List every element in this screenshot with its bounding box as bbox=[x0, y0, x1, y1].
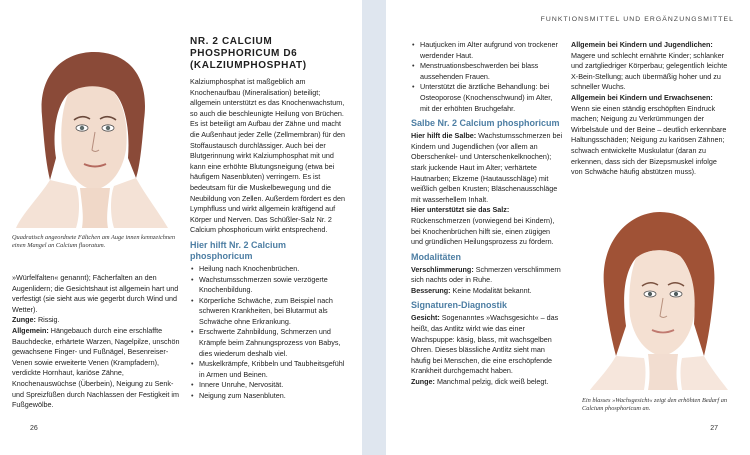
tongue-label: Zunge: bbox=[12, 315, 36, 325]
page-title: NR. 2 CALCIUM PHOSPHORICUM D6 (KALZIUMPHOSPHAT) bbox=[190, 36, 307, 71]
salve-help-line bbox=[411, 131, 563, 205]
salt-support-line bbox=[411, 205, 563, 247]
list-item: • Muskelkrämpfe, Kribbeln und Taubheitsgefühl in Armen und Beinen. bbox=[190, 359, 350, 380]
tongue-label-right: Zunge: bbox=[411, 377, 435, 387]
general-label: Allgemein: bbox=[12, 325, 49, 335]
caption-right: Ein blasses »Wachsgesicht« zeigt den erhöhten Bedarf an Calcium phosphoricum an. bbox=[582, 397, 727, 413]
list-item: • Körperliche Schwäche, zum Beispiel nach schweren Krankheiten, bei Blutarmut als Schwäche ohne Erkrankung. bbox=[190, 296, 350, 328]
book-gutter bbox=[362, 0, 386, 455]
list-item: • Heilung nach Knochenbrüchen. bbox=[190, 264, 350, 275]
face-line bbox=[411, 313, 563, 377]
general-line bbox=[12, 326, 182, 411]
face-label: Gesicht: bbox=[411, 313, 440, 323]
page-number-right: 27 bbox=[710, 425, 718, 432]
kids-label: Allgemein bei Kindern und Jugendlichen: bbox=[571, 40, 713, 49]
page-number-left: 26 bbox=[30, 425, 38, 432]
intro-paragraph: Kalziumphosphat ist maßgeblich am Knochenaufbau (Mineralisation) beteiligt; allgemein unterstützt es das Knochenwachstum, so auch die beschleunigte Heilung von Brüchen. Es ist beteiligt am Aufbau der Zähne und macht die Außenhaut jeder Zelle (Zellmembran) für den Stoffaustausch durchlässiger. Auch bei der Blutgerinnung wirkt Kalziumphosphat mit und kann eine erhöhte Blutungsneigung (etwa bei häufigem Nasenbluten) verringern. Es ist bedeutsam für die Muskelbewegung und die Neubildung von Zellen. Außerdem fördert es den Lymphfluss und wirkt allgemein kräftigend auf Körper und Nerven. Das Schüßler-Salz Nr. 2 Calcium phosphoricum wirkt entsprechend. bbox=[190, 77, 346, 235]
better-line bbox=[411, 286, 563, 297]
right-first-column bbox=[411, 40, 563, 388]
left-page bbox=[0, 0, 362, 455]
portrait-illustration-right bbox=[586, 206, 732, 390]
list-item: • Hautjucken im Alter aufgrund von trockener werdender Haut. bbox=[411, 40, 563, 61]
adults-label: Allgemein bei Kindern und Erwachsenen: bbox=[571, 92, 713, 102]
portrait-illustration-left bbox=[10, 46, 174, 228]
worse-line bbox=[411, 265, 563, 286]
list-item: • Erschwerte Zahnbildung, Schmerzen und Krämpfe beim Zahnungsprozess von Babys, dies wiederum deshalb viel. bbox=[190, 327, 350, 359]
salt-support-text: Rückenschmerzen (vorwiegend bei Kindern), bei Knochenbrüchen hilft sie, einen zügigen und gründlichen Heilungsprozess zu fördern. bbox=[411, 215, 555, 247]
adults-line bbox=[571, 93, 729, 178]
face-text: Sogenanntes »Wachsgesicht« – das heißt, das Antlitz wirkt wie das einer Wachspuppe: käsig, blass, mit wachsgelben Ohren. Dieses blässliche Antlitz sieht man häufig bei Menschen, die eine erschöpfende Krankheit durchgemacht haben. bbox=[411, 313, 559, 376]
running-header: FUNKTIONSMITTEL UND ERGÄNZUNGSMITTEL bbox=[540, 16, 734, 23]
salt-support-label: Hier unterstützt sie das Salz: bbox=[411, 205, 510, 215]
woman-face-drawing-left bbox=[10, 46, 174, 228]
salve-help-text: Wachstumsschmerzen bei Kindern und Jugendlichen (vor allem an Oberschenkel- und Unterschenkelknochen); stark juckende Haut im Alter; verhärtete Hautnarben; Ekzeme (Hautausschläge) mit weißlich gelben Krusten; Bläschenausschläge mit wasserhellem Inhalt. bbox=[411, 131, 563, 204]
adults-text: Wenn sie einen ständig erschöpften Eindruck machen; Neigung zu Verkrümmungen der Wirbelsäule und der Beine – deutlich erkennbare Haltungsschäden; Neigung zu kariösen Zähnen; schwach entwickelte Muskulatur (daran zu erkennen, dass sich der Bizepsmuskel infolge von Schwäche häufig abstützen muss). bbox=[571, 103, 727, 177]
tongue-text-right: Manchmal pelzig, dick weiß belegt. bbox=[434, 377, 549, 387]
woman-face-drawing-right bbox=[586, 206, 732, 390]
left-main-column bbox=[190, 36, 350, 402]
modalities-heading: Modalitäten bbox=[411, 251, 462, 262]
better-label: Besserung: bbox=[411, 285, 451, 295]
facial-signs-text: »Würfelfalten« genannt); Fächerfalten an den Augenlidern; die Gesichtshaut ist allgemein hart und verfestigt (sie sieht aus wie gegerbt durch Wind und Wetter). bbox=[12, 273, 179, 314]
list-item: • Unterstützt die ärztliche Behandlung: bei Osteoporose (Knochenschwund) im Alter, mit der erhöhten Bruchgefahr. bbox=[411, 82, 563, 114]
helps-heading: Hier hilft Nr. 2 Calcium phosphoricum bbox=[190, 239, 287, 261]
kids-text: Magere und schlecht ernährte Kinder; schlanker und zartgliedriger Körperbau; gelegentlich leichte X-Bein-Stellung; auch übermäßig hoher und zu schneller Wuchs. bbox=[571, 50, 728, 92]
helps-list bbox=[190, 264, 350, 402]
top-list bbox=[411, 40, 563, 114]
kids-line bbox=[571, 40, 729, 93]
left-bottom-column bbox=[12, 273, 182, 411]
list-item: • Neigung zum Nasenbluten. bbox=[190, 391, 350, 402]
right-page bbox=[386, 0, 750, 455]
right-second-column bbox=[571, 40, 729, 178]
tongue-line bbox=[12, 315, 182, 326]
tongue-line-right bbox=[411, 377, 563, 388]
list-item: • Menstruationsbeschwerden bei blass aussehenden Frauen. bbox=[411, 61, 563, 82]
tongue-text: Rissig. bbox=[35, 315, 60, 325]
worse-label: Verschlimmerung: bbox=[411, 264, 474, 274]
better-text: Keine Modalität bekannt. bbox=[450, 285, 532, 295]
general-text: Hängebauch durch eine erschlaffte Bauchdecke, erhärtete Warzen, Nagelpilze, unschön gewachsene Finger- und Fußnägel, Besenreiser-Venen sowie erweiterte Venen (Krampfadern), verdickte Hornhaut, kariöse Zähne, Knochenauswüchse (Überbein), Neigung zu Senk- und Spreizfüßen durch Nachlassen der Festigkeit im Fußgewölbe. bbox=[12, 325, 180, 410]
list-item: • Innere Unruhe, Nervosität. bbox=[190, 380, 350, 391]
list-item: • Wachstumsschmerzen sowie verzögerte Knochenbildung. bbox=[190, 275, 350, 296]
salve-help-label: Hier hilft die Salbe: bbox=[411, 131, 477, 141]
caption-left: Quadratisch angeordnete Fältchen am Auge innen kennzeichnen einen Mangel an Calcium fluoratum. bbox=[12, 234, 175, 250]
worse-text: Schmerzen verschlimmern sich nachts oder in Ruhe. bbox=[411, 264, 561, 285]
signature-heading: Signaturen-Diagnostik bbox=[411, 300, 508, 311]
salve-heading: Salbe Nr. 2 Calcium phosphoricum bbox=[411, 118, 560, 129]
